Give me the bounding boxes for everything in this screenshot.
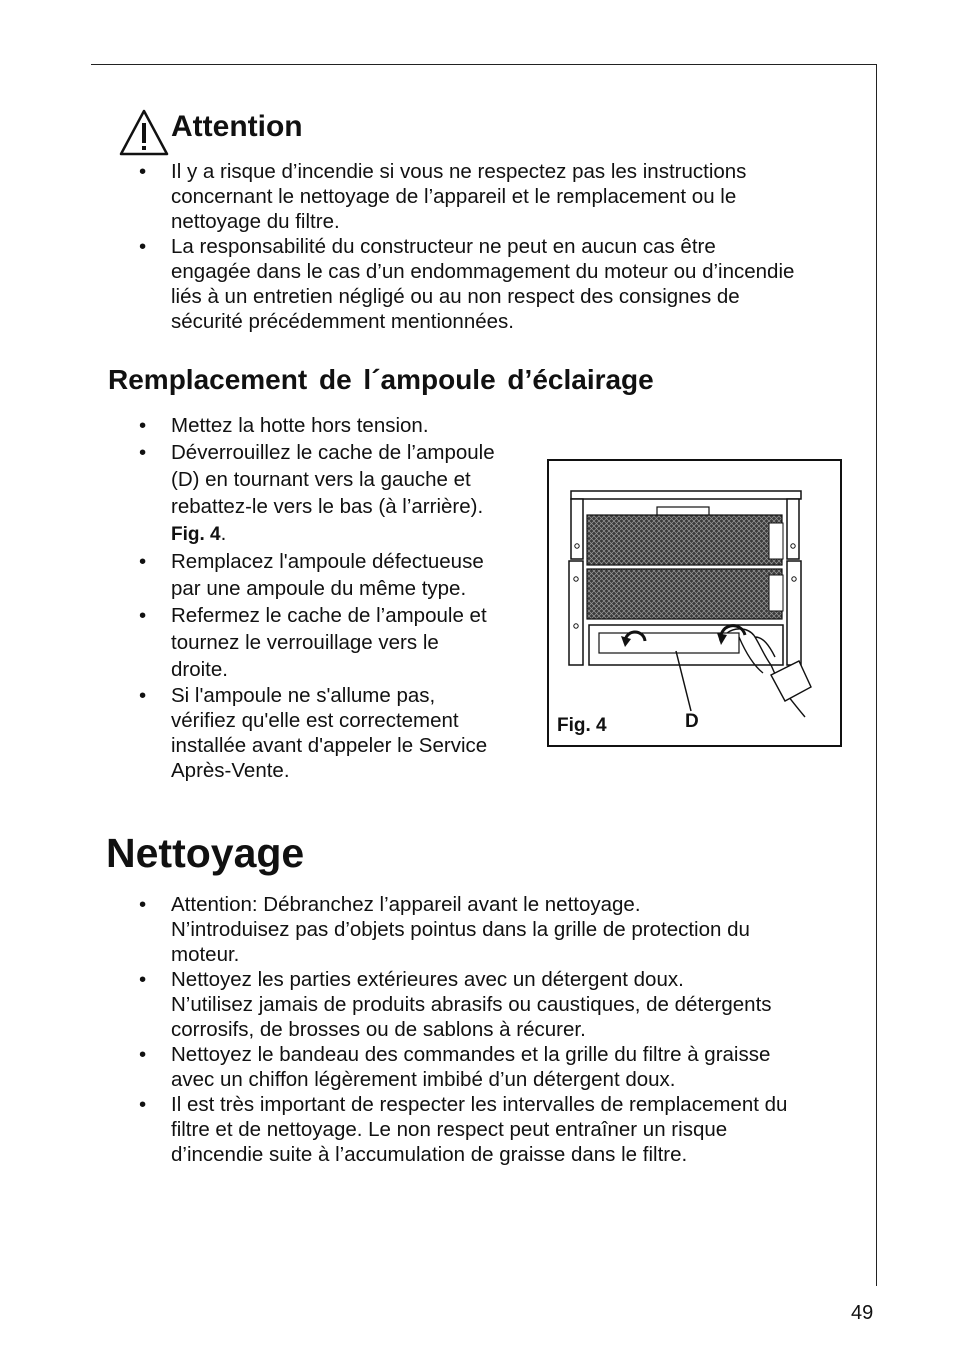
bullet: • <box>139 684 147 707</box>
list-item: • Remplacez l'ampoule défectueuse par une ampoule du même type. <box>139 550 484 600</box>
figure-label-d: D <box>685 711 699 732</box>
bullet: • <box>139 414 147 437</box>
attention-list <box>0 159 794 334</box>
top-rule <box>91 64 877 65</box>
bullet: • <box>139 160 147 183</box>
list-item: • Nettoyez les parties extérieures avec un détergent doux. N’utilisez jamais de produits abrasifs ou caustiques, de détergents corrosifs, de brosses ou de sablons à récurer. <box>139 968 772 1041</box>
range-hood-illustration <box>549 461 840 745</box>
list-item: • Attention: Débranchez l’appareil avant le nettoyage. N’introduisez pas d’objets pointus dans la grille de protection du moteur. <box>139 893 750 966</box>
bullet: • <box>139 441 147 464</box>
cleaning-heading: Nettoyage <box>106 830 305 876</box>
bullet: • <box>139 968 147 991</box>
bullet: • <box>139 550 147 573</box>
list-item: • Nettoyez le bandeau des commandes et la grille du filtre à graisse avec un chiffon légèrement imbibé d’un détergent doux. <box>139 1043 771 1091</box>
attention-title: Attention <box>171 110 303 143</box>
warning-triangle-icon <box>118 108 170 158</box>
bullet: • <box>139 604 147 627</box>
figure-caption: Fig. 4 <box>557 715 607 736</box>
list-item: • La responsabilité du constructeur ne peut en aucun cas être engagée dans le cas d’un endommagement du moteur ou d’incendie liés à un entretien négligé ou au non respect des consignes de sécurité précédemment mentionnées. <box>139 235 795 333</box>
list-item: • Il est très important de respecter les intervalles de remplacement du filtre et de nettoyage. Le non respect peut entraîner un risque d’incendie suite à l’accumulation de graisse dans le filtre. <box>139 1093 788 1166</box>
list-item: • Il y a risque d’incendie si vous ne respectez pas les instructions concernant le nettoyage de l’appareil et le remplacement ou le nettoyage du filtre. <box>139 160 747 233</box>
cleaning-list <box>0 892 787 1167</box>
page-number: 49 <box>851 1302 874 1324</box>
right-rule <box>876 64 877 1286</box>
list-item: • Mettez la hotte hors tension. <box>139 414 429 437</box>
figure-reference: Fig. 4 <box>171 524 221 545</box>
bullet: • <box>139 1093 147 1116</box>
list-item: • Déverrouillez le cache de l’ampoule (D) en tournant vers la gauche et rebattez-le vers le bas (à l’arrière). Fig. 4. <box>139 441 495 545</box>
figure-4 <box>547 459 842 747</box>
bullet: • <box>139 1043 147 1066</box>
list-item: • Refermez le cache de l’ampoule et tournez le verrouillage vers le droite. <box>139 604 487 681</box>
lamp-list <box>0 412 495 783</box>
bullet: • <box>139 893 147 916</box>
lamp-heading: Remplacement de l´ampoule d’éclairage <box>108 364 654 395</box>
bullet: • <box>139 235 147 258</box>
list-item: • Si l'ampoule ne s'allume pas, vérifiez qu'elle est correctement installée avant d'appeler le Service Après-Vente. <box>139 684 488 782</box>
